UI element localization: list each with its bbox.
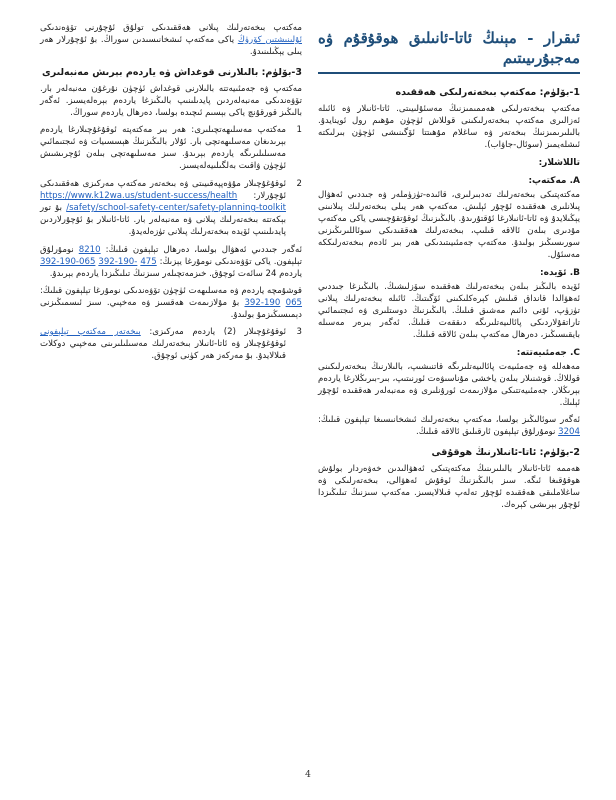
left-intro-link[interactable]: ئۇلىنىشتىن كۆرۈڭ [237,35,302,45]
section3-heading: 3-بۆلۈم: بالىلارنى قوغداش ۋە ياردەم بېرىش مەنبەلىرى [41,67,302,78]
list-item-1-text: مەكتەپ مەسلىھەتچىلىرى: ھەر بىر مەكتەپتە ئوقۇغۇچىلارغا ياردەم بېرىدىغان مەسلىھەتچى بار. ئۇلار بالىڭىزنىڭ ھېسسىيات ۋە ئىجتىمائىي مەسىلىلىرىگە ياردەم بېرىدۇ. سىز مەسلىھەتچى بىلەن ئۇچرىشىش ئۈچۈن ۋاقىت بەلگىلىيەلەيسىز. [40,125,286,171]
safety-toolkit-url-link[interactable]: /safety/school-safety-center/safety-planning-toolkit [66,203,287,213]
intro-paragraph: مەكتەپ بىخەتەرلىكى ھەممىمىزنىڭ مەسئۇلىيىتى. ئاتا-ئانىلار ۋە ئائىلە ئەزالىرى مەكتەپ بىخەتەرلىكىنى قوللاش ئۈچۈن مۇھىم رول ئوينايدۇ. بالىلىرىمىزنىڭ بىخەتەر ۋە ساغلام مۇھىتتا ئۆگىنىشى ئۈچۈن بىرلىكتە ئىشلەيمىز (سوئال-جاۋاب). [318,104,580,150]
contact-text-before: ئەگەر سوئالىڭىز بولسا، مەكتەپ بىخەتەرلىك ئىشخانىسىغا تېلېفون قىلىڭ: [318,415,580,425]
item-c-label: C. جەمئىيەتتە: [516,348,580,358]
health-url-link[interactable]: https://www.k12wa.us/student-success/health [40,191,238,201]
list-item-2 [40,178,302,238]
hotline-text-mid: نومۇرلۇق تېلېفون. ياكى تۆۋەندىكى نومۇرغا يېزىڭ: [40,245,302,267]
list-item-3-number: 3 [296,327,302,337]
list-item-2-text-after: بۇ تور بېكەتتە بىخەتەرلىك پىلانى ۋە مەنبەلەر بار. ئاتا-ئانىلار بۇ ئۇچۇرلاردىن پايدىلىنىپ ئۆيدە بىخەتەرلىك پىلانى تۈزەلەيدۇ. [40,203,286,237]
hotline-phone-2-link[interactable]: 392-190- [98,257,138,267]
contact-paragraph [318,414,580,438]
hotline-phone-3-link[interactable]: 475 [140,257,157,267]
support-phone-2-link[interactable]: 065 [285,298,303,308]
section2-heading: 2-بۆلۈم: ئاتا-ئانىلارنىڭ ھوقۇقى [431,447,580,458]
title-rule [318,72,580,74]
section3-paragraph: مەكتەپ ۋە جەمئىيەتتە بالىلارنى قوغداش ئۈچۈن نۇرغۇن مەنبەلەر بار. تۆۋەندىكى مەنبەلەردىن پايدىلىنىپ بالىڭىزغا ياردەم بېرەلەيسىز. ئەگەر بالىڭىز قورقۇنچ ياكى بېسىم ئىچىدە بولسا، دەرھال ياردەم سوراڭ. [40,84,302,118]
hotline-text-after: ياردەم 24 سائەت ئوچۇق. خىزمەتچىلەر سىزنىڭ تىلىڭىزدا ياردەم بېرىدۇ. [49,269,302,279]
support-phone-1-link[interactable]: 392-190 [244,298,281,308]
list-item-3-text-after: ئوقۇغۇچىلار ۋە ئاتا-ئانىلار بىخەتەرلىك مەسىلىلىرىنى مەخپىي دوكلات قىلالايدۇ. بۇ مەركەز ھەر كۈنى ئوچۇق. [40,339,286,361]
list-item-2-number: 2 [296,179,302,189]
list-item-1 [40,124,302,172]
hotline-paragraph [40,244,302,280]
item-a-text: مەكتەپتىكى بىخەتەرلىك تەدبىرلىرى، قائىدە-تۈزۈملەر ۋە جىددىي ئەھۋال پىلانلىرى ھەققىدە ئۇچۇر ئېلىش. مەكتەپ ھەر يىلى بىخەتەرلىك پىلانىنى يېڭىلايدۇ ۋە ئاتا-ئانىلارغا ئۇقتۇرىدۇ. بالىڭىزنىڭ ئوقۇتقۇچىسى ياكى مەكتەپ مۇدىرى بىلەن ئالاقە قىلىپ، بىخەتەرلىك ھەققىدىكى سوئاللىرىڭىزنى سورىسىڭىز بولىدۇ. مەكتەپ جەمئىيىتىدىكى ھەر بىر ئادەم بىخەتەرلىككە مەسئۇل. [318,190,580,260]
hotline-phone-1-link[interactable]: 392-190-065 [40,257,96,267]
item-c-text: مەھەللە ۋە جەمئىيەت پائالىيەتلىرىگە قاتنىشىپ، بالىلارنىڭ بىخەتەرلىكىنى قوللاڭ. قوشنىلار بىلەن ياخشى مۇناسىۋەت ئورنىتىپ، بىر-بىرىڭلارغا ياردەم بېرىڭلار. جەمئىيەتتىكى مۇلازىمەت ئورۇنلىرى ۋە مەنبەلەر ھەققىدە ئۇچۇر ئېلىڭ. [318,362,580,408]
left-intro-after: ياكى مەكتەپ ئىشخانىسىدىن سوراڭ. بۇ ئۇچۇرلار ھەر يىلى يېڭىلىنىدۇ. [40,35,302,57]
page-title: ئىقرار - مېنىڭ ئاتا-ئانىلىق ھوقۇقۇم ۋە مەجبۇرىيىتىم [318,29,580,67]
right-column [318,28,580,516]
list-item-3-text-before: ئوقۇغۇچىلار (2) ياردەم مەركىزى: [149,327,286,337]
contact-text-after: نومۇرلۇق تېلېفون ئارقىلىق ئالاقە قىلىڭ. [415,427,556,437]
item-b-label: B. ئۆيدە: [540,268,580,278]
section1-heading: 1-بۆلۈم: مەكتەپ بىخەتەرلىكى ھەققىدە [395,87,580,98]
list-item-3 [40,326,302,362]
contact-number-link[interactable]: 3204 [558,427,580,437]
hotline-text-before: ئەگەر جىددىي ئەھۋال بولسا، دەرھال تېلېفون قىلىڭ: [105,245,303,255]
support-text-before: قوشۇمچە ياردەم ۋە مەسلىھەت ئۈچۈن تۆۋەندىكى نومۇرغا تېلېفون قىلىڭ: [40,286,302,296]
item-a-label: A. مەكتەپ: [528,176,580,186]
support-paragraph [40,285,302,321]
options-label: تاللاشلار: [538,158,580,168]
list-item-1-number: 1 [296,125,302,135]
hotline-code-link[interactable]: 8210 [78,245,101,255]
section2-paragraph: ھەممە ئاتا-ئانىلار بالىلىرىنىڭ مەكتەپتىكى ئەھۋالىدىن خەۋەردار بولۇش ھوقۇقىغا ئىگە. سىز بالىڭىزنىڭ ئوقۇش ئەھۋالى، بىخەتەرلىكى ۋە ساغلاملىقى ھەققىدە ئۇچۇر تەلەپ قىلالايسىز. مەكتەپ سىزنىڭ تىلىڭىزدا ئۇچۇر بېرىشى كېرەك. [318,464,580,510]
left-column [40,22,302,368]
page-number: 4 [305,770,311,780]
safe-school-line-link[interactable]: بىخەتەر مەكتەپ تېلېفونى [40,327,141,337]
left-intro-before: مەكتەپ بىخەتەرلىك پىلانى ھەققىدىكى تولۇق ئۇچۇرنى تۆۋەندىكى [40,23,302,33]
left-intro-paragraph [40,22,302,58]
list-item-2-text-before: ئوقۇغۇچىلار مۇۋەپپەقىيىتى ۋە بىخەتەر مەكتەپ مەركىزى ھەققىدىكى ئۇچۇرلار: [40,179,286,201]
support-text-after: بۇ مۇلازىمەت ھەقسىز ۋە مەخپىي. سىز ئىسمىڭىزنى دېمىسىڭىزمۇ بولىدۇ. [40,298,302,320]
item-b-text: ئۆيدە بالىڭىز بىلەن بىخەتەرلىك ھەققىدە سۆزلىشىڭ. بالىڭىزغا جىددىي ئەھۋالدا قانداق قىلىش كېرەكلىكىنى ئۆگىتىڭ. ئائىلە بىخەتەرلىك پىلانى تۈزۈپ، ئۇنى دائىم مەشىق قىلىڭ. بالىڭىزنىڭ دوستلىرى ۋە ئىجتىمائىي تاراتقۇلاردىكى پائالىيەتلىرىگە دىققەت قىلىڭ. ئەگەر بىرەر مەسىلە بايقىسىڭىز، دەرھال مەكتەپ بىلەن ئالاقە قىلىڭ. [318,282,580,340]
